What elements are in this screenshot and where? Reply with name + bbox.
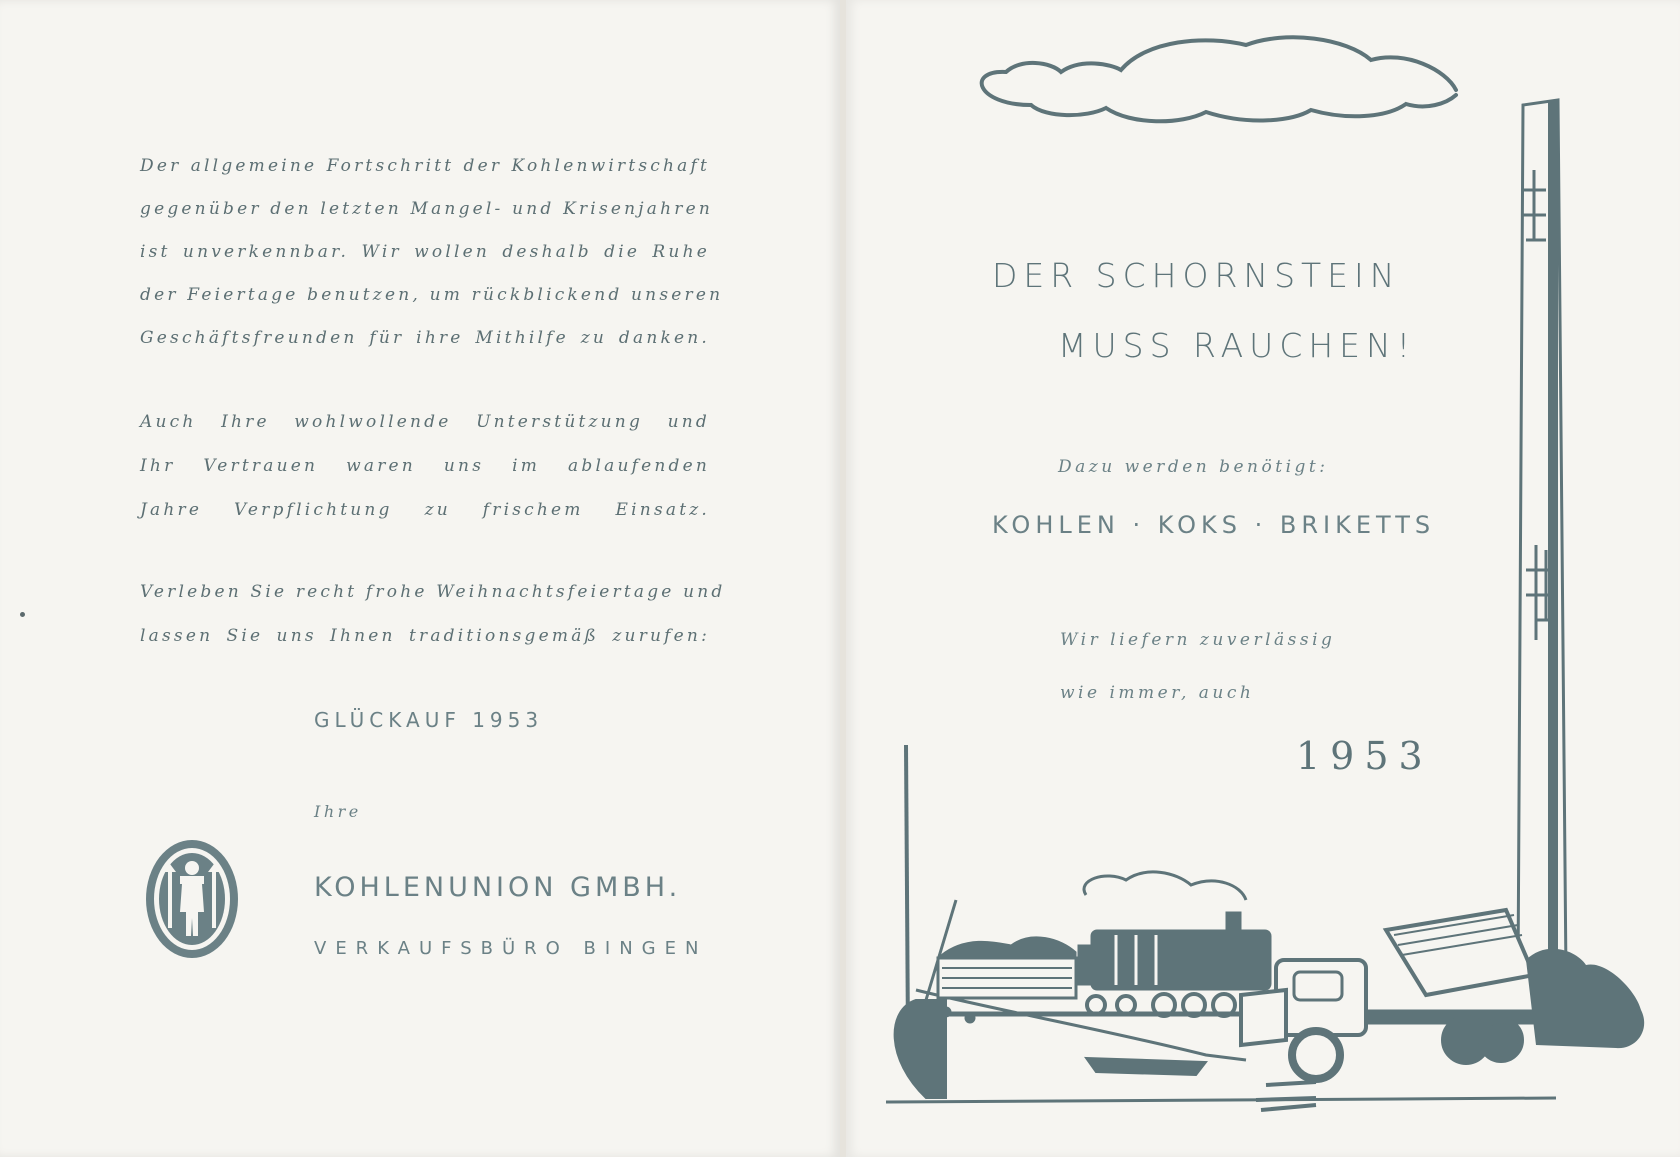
- paragraph1-line2: gegenüber den letzten Mangel- und Krisenjahren: [140, 199, 713, 219]
- paragraph3-line2: lassen Sie uns Ihnen traditionsgemäß zurufen:: [140, 626, 710, 646]
- title-line1: DER SCHORNSTEIN: [992, 256, 1401, 295]
- products-text: KOHLEN · KOKS · BRIKETTS: [992, 511, 1436, 539]
- train-icon: [936, 872, 1276, 1016]
- industry-illustration: [846, 0, 1680, 1157]
- paragraph1-line4: der Feiertage benutzen, um rückblickend unseren: [140, 285, 724, 305]
- truck-icon: [1241, 910, 1536, 1079]
- miner-emblem-icon: [144, 838, 240, 960]
- smoke-cloud-icon: [982, 37, 1456, 121]
- reliable-line2: wie immer, auch: [1060, 683, 1255, 703]
- paragraph2-line2: Ihr Vertrauen waren uns im ablaufenden: [140, 456, 710, 476]
- right-page: [846, 0, 1680, 1157]
- sales-office: VERKAUFSBÜRO BINGEN: [314, 938, 708, 959]
- greeting: GLÜCKAUF 1953: [314, 708, 544, 732]
- paragraph2-line1: Auch Ihre wohlwollende Unterstützung und: [140, 412, 710, 432]
- paragraph1-line1: Der allgemeine Fortschritt der Kohlenwirtschaft: [140, 156, 710, 176]
- closing: Ihre: [314, 802, 362, 821]
- coal-pile-icon: [1526, 949, 1644, 1048]
- paragraph1-line3: ist unverkennbar. Wir wollen deshalb die Ruhe: [140, 242, 710, 262]
- chimney-icon: [1518, 100, 1566, 975]
- needed-text: Dazu werden benötigt:: [1058, 457, 1329, 477]
- paper-speck: [20, 612, 25, 617]
- year-text: 1953: [1296, 734, 1433, 778]
- paragraph3-line1: Verleben Sie recht frohe Weihnachtsfeiertage und: [140, 582, 726, 602]
- title-line2: MUSS RAUCHEN!: [1058, 326, 1416, 365]
- paragraph1-line5: Geschäftsfreunden für ihre Mithilfe zu danken.: [140, 328, 710, 348]
- ground-line: [886, 1082, 1556, 1110]
- paragraph2-line3: Jahre Verpflichtung zu frischem Einsatz.: [140, 500, 710, 520]
- reliable-line1: Wir liefern zuverlässig: [1060, 630, 1336, 650]
- ship-icon: [895, 745, 1246, 1098]
- company-name: KOHLENUNION GMBH.: [314, 872, 682, 903]
